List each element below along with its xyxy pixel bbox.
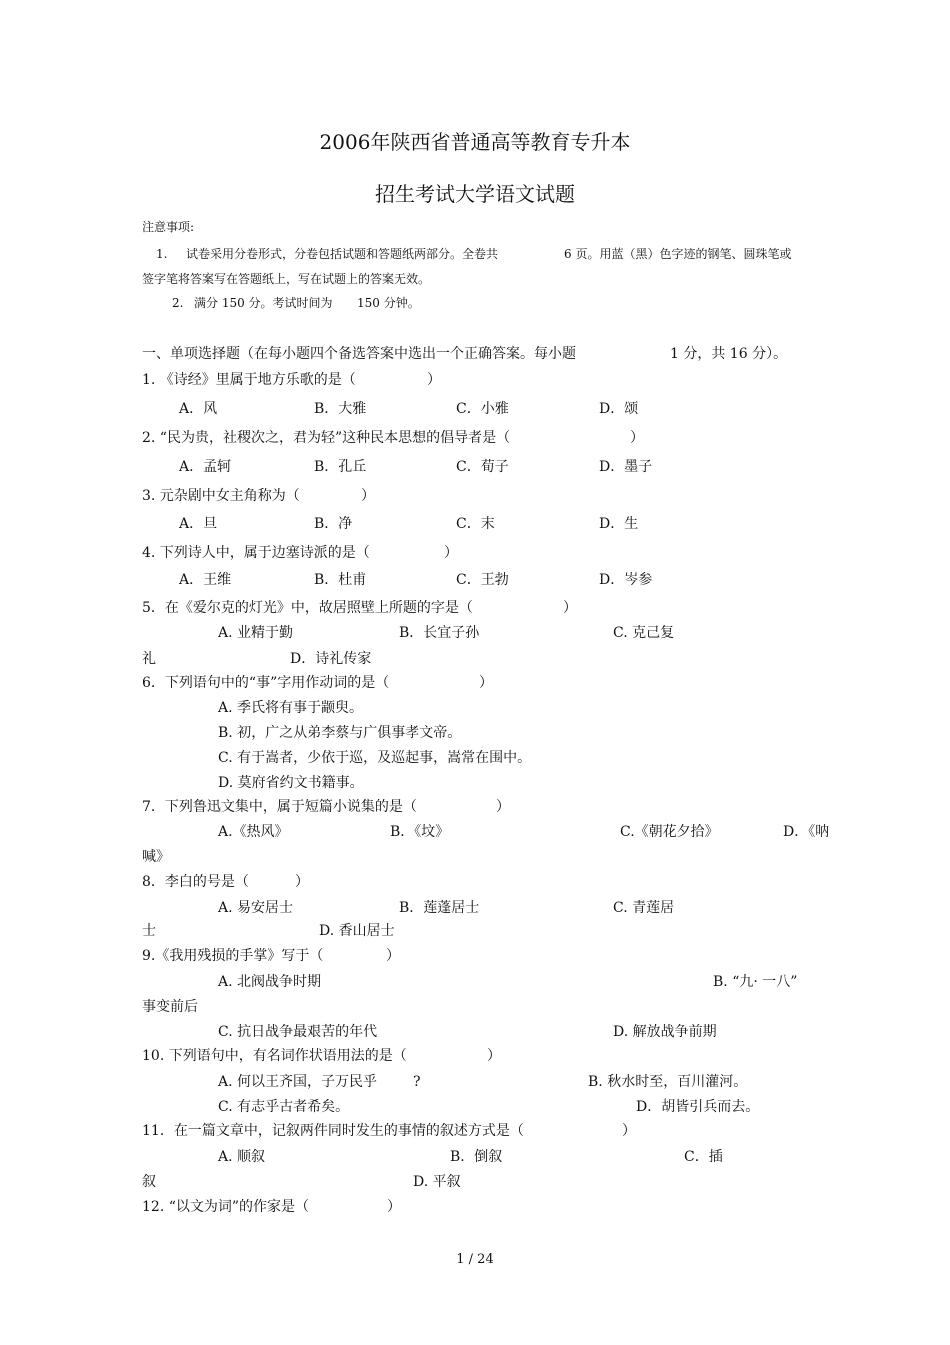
question-11-close: ） [622, 1123, 636, 1139]
question-8-stem: 8．李白的号是（ [142, 874, 249, 890]
question-10-option-d: D．胡皆引兵而去。 [636, 1099, 760, 1115]
question-7-option-a: A.《热风》 [218, 824, 289, 840]
question-11-option-a: A. 顺叙 [218, 1149, 266, 1165]
question-10-option-a: A. 何以王齐国，子万民乎 [218, 1074, 378, 1090]
question-3-option-d: D．生 [599, 516, 639, 532]
page-title: 2006年陕西省普通高等教育专升本 [319, 130, 631, 154]
question-7-option-d: D．《呐 [783, 824, 830, 840]
question-3-stem: 3. 元杂剧中女主角称为（ [142, 488, 300, 504]
question-12-close: ） [387, 1199, 401, 1215]
page-number: 1 / 24 [456, 1252, 494, 1267]
question-5-option-d: D．诗礼传家 [290, 651, 372, 667]
question-11-option-b: B．倒叙 [450, 1149, 503, 1165]
question-11-option-d: D. 平叙 [413, 1174, 461, 1190]
notice-heading: 注意事项: [142, 220, 195, 234]
question-8-close: ） [295, 874, 309, 890]
notice-item2-num: 2. [172, 296, 184, 310]
question-8-option-b: B．莲蓬居士 [399, 900, 480, 916]
question-4-option-b: B．杜甫 [314, 572, 367, 588]
question-5-option-b: B．长宜子孙 [399, 625, 480, 641]
question-5-close: ） [563, 600, 577, 616]
question-4-option-c: C．王勃 [456, 572, 509, 588]
question-1-option-d: D．颂 [599, 401, 639, 417]
question-4-stem: 4. 下列诗人中，属于边塞诗派的是（ [142, 545, 370, 561]
question-7-option-c: C.《朝花夕拾》 [620, 824, 719, 840]
question-5-option-c: C. 克己复 [613, 625, 675, 641]
question-7-option-d-cont: 喊》 [142, 849, 170, 865]
question-2-option-c: C．荀子 [456, 459, 509, 475]
notice-item1-cont: 签字笔将答案写在答题纸上，写在试题上的答案无效。 [142, 272, 431, 286]
question-2-option-b: B．孔丘 [314, 459, 367, 475]
question-2-option-a: A．孟轲 [179, 459, 232, 475]
question-9-option-c: C. 抗日战争最艰苦的年代 [218, 1024, 378, 1040]
question-8-option-c-cont: 士 [142, 923, 156, 939]
section-score: 1 分，共 16 分）。 [670, 346, 788, 362]
question-9-stem: 9.《我用残损的手掌》写于（ [142, 948, 324, 964]
question-2-stem: 2. “民为贵，社稷次之，君为轻”这种民本思想的倡导者是（ [142, 430, 511, 446]
question-10-option-a-mark: ? [413, 1074, 421, 1090]
page-subtitle: 招生考试大学语文试题 [375, 182, 575, 206]
notice-item1-text: 试卷采用分卷形式，分卷包括试题和答题纸两部分。全卷共 [186, 247, 499, 261]
question-9-close: ） [386, 948, 400, 964]
question-10-stem: 10. 下列语句中，有名词作状语用法的是（ [142, 1048, 407, 1064]
notice-item1-num: 1. [156, 247, 168, 261]
question-2-option-d: D．墨子 [599, 459, 653, 475]
question-5-stem: 5．在《爱尔克的灯光》中，故居照壁上所题的字是（ [142, 600, 473, 616]
question-5-option-a: A. 业精于勤 [218, 625, 294, 641]
question-7-option-b: B．《坟》 [390, 824, 450, 840]
question-9-option-b-cont: 事变前后 [142, 999, 198, 1015]
question-3-option-a: A．旦 [179, 516, 218, 532]
question-5-option-c-cont: 礼 [142, 651, 156, 667]
question-12-stem: 12. “以文为词”的作家是（ [142, 1199, 310, 1215]
question-1-stem: 1. 《诗经》里属于地方乐歌的是（ [142, 372, 356, 388]
question-6-option-c: C. 有于嵩者，少依于巡，及巡起事，嵩常在围中。 [218, 750, 532, 766]
question-3-option-b: B．净 [314, 516, 353, 532]
question-6-option-d: D. 莫府省约文书籍事。 [218, 775, 364, 791]
notice-item1-pages: 6 页。用蓝（黑）色字迹的钢笔、圆珠笔或 [564, 247, 792, 261]
question-9-option-d: D. 解放战争前期 [613, 1024, 717, 1040]
question-7-close: ） [496, 799, 510, 815]
question-10-close: ） [487, 1048, 501, 1064]
question-1-option-b: B．大雅 [314, 401, 367, 417]
question-11-option-c-cont: 叙 [142, 1174, 156, 1190]
question-1-option-a: A．风 [179, 401, 218, 417]
question-9-option-a: A. 北阀战争时期 [218, 974, 322, 990]
question-6-option-a: A. 季氏将有事于颛臾。 [218, 700, 364, 716]
question-6-option-b: B. 初，广之从弟李蔡与广俱事孝文帝。 [218, 725, 462, 741]
question-1-option-c: C．小雅 [456, 401, 509, 417]
question-2-close: ） [630, 430, 644, 446]
question-7-stem: 7．下列鲁迅文集中，属于短篇小说集的是（ [142, 799, 417, 815]
section-heading: 一、单项选择题（在每小题四个备选答案中选出一个正确答案。每小题 [142, 346, 576, 362]
question-8-option-d: D. 香山居士 [319, 923, 395, 939]
question-6-stem: 6．下列语句中的“事”字用作动词的是（ [142, 675, 390, 691]
question-1-close: ） [427, 372, 441, 388]
question-11-stem: 11．在一篇文章中，记叙两件同时发生的事情的叙述方式是（ [142, 1123, 524, 1139]
question-8-option-a: A. 易安居士 [218, 900, 294, 916]
question-4-option-d: D．岑参 [599, 572, 653, 588]
question-3-option-c: C．末 [456, 516, 495, 532]
notice-item2-a: 满分 150 分。考试时间为 [194, 296, 333, 310]
question-4-close: ） [444, 545, 458, 561]
question-10-option-c: C. 有志乎古者希矣。 [218, 1099, 350, 1115]
question-6-close: ） [479, 675, 493, 691]
question-8-option-c: C. 青莲居 [613, 900, 675, 916]
question-9-option-b: B. “九· 一八” [713, 974, 798, 990]
question-10-option-b: B. 秋水时至，百川灌河。 [588, 1074, 748, 1090]
question-11-option-c: C．插 [684, 1149, 723, 1165]
question-4-option-a: A．王维 [179, 572, 232, 588]
question-3-close: ） [361, 488, 375, 504]
notice-item2-b: 150 分钟。 [357, 296, 420, 310]
